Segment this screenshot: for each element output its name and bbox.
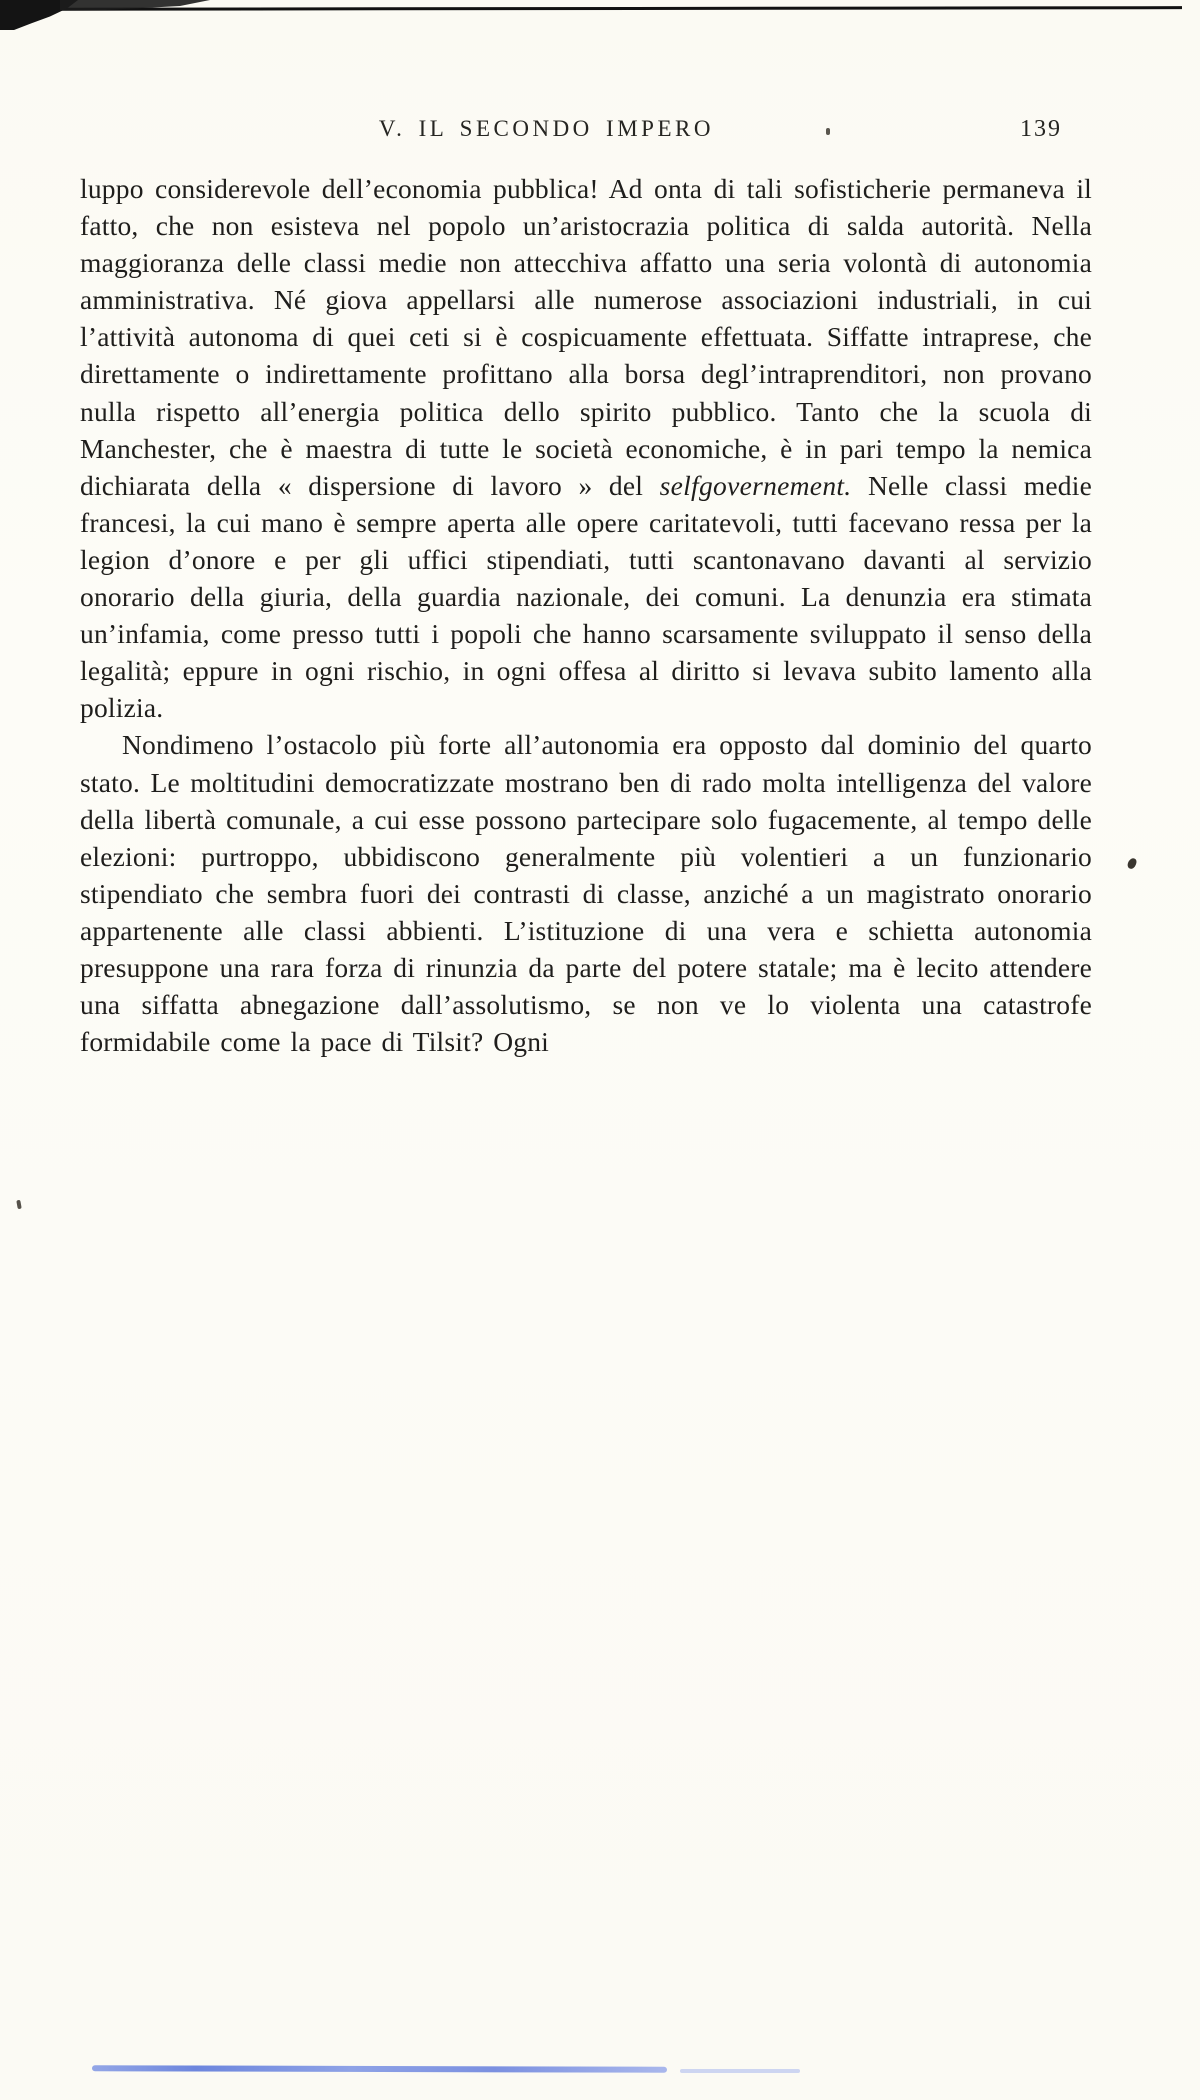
- paragraph-1-text-before-italic: luppo considerevole dell’economia pubblica! Ad onta di tali sofisticherie permaneva il fatto, che non esisteva nel popolo un’aristocrazia politica di salda autorità. Nella maggioranza delle classi medie non attecchiva affatto una seria volontà di autonomia amministrativa. Né giova appellarsi alle numerose associazioni industriali, in cui l’attività autonoma di quei ceti si è cospicuamente effettuata. Siffatte intraprese, che direttamente o indirettamente profittano alla borsa degl’intraprenditori, non provano nulla rispetto all’energia politica dello spirito pubblico. Tanto che la scuola di Manchester, che è maestra di tutte le società economiche, è in pari tempo la nemica dichiarata della « dispersione di lavoro » del: [80, 173, 1092, 501]
- page-body: [80, 170, 1092, 1060]
- running-title: V. IL SECONDO IMPERO: [378, 116, 714, 141]
- page-header: [80, 116, 1094, 150]
- scan-artifact-top-rule: [14, 6, 1182, 11]
- scan-artifact-bottom-blue-line: [92, 2065, 667, 2073]
- scan-speck-right-margin: [1126, 857, 1137, 870]
- paragraph-1: [80, 170, 1092, 726]
- paragraph-1-italic-term: selfgovernement.: [659, 469, 852, 501]
- paragraph-1-text-after-italic: Nelle classi medie francesi, la cui mano è sempre aperta alle opere caritatevoli, tutti facevano ressa per la legion d’onore e per gli uffici stipendiati, tutti scantonavano davanti al servizio onorario della giuria, della guardia nazionale, dei comuni. La denunzia era stimata un’infamia, come presso tutti i popoli che hanno scarsamente sviluppato il senso della legalità; eppure in ogni rischio, in ogni offesa al diritto si levava subito lamento alla polizia.: [80, 469, 1093, 724]
- scan-artifact-bottom-blue-line-faint: [680, 2069, 800, 2073]
- scan-speck-left-margin: [16, 1200, 22, 1210]
- paragraph-2: Nondimeno l’ostacolo più forte all’autonomia era opposto dal dominio del quarto stato. Le moltitudini democratizzate mostrano ben di rado molta intelligenza del valore della libertà comunale, a cui esse possono partecipare solo fugacemente, al tempo delle elezioni: purtroppo, ubbidiscono generalmente più volentieri a un funzionario stipendiato che sembra fuori dei contrasti di classe, anziché a un magistrato onorario appartenente alle classi abbienti. L’istituzione di una vera e schietta autonomia presuppone una rara forza di rinunzia da parte del potere statale; ma è lecito attendere una siffatta abnegazione dall’assolutismo, se non ve lo violenta una catastrofe formidabile come la pace di Tilsit? Ogni: [80, 729, 1092, 1058]
- page-number: 139: [1020, 116, 1062, 142]
